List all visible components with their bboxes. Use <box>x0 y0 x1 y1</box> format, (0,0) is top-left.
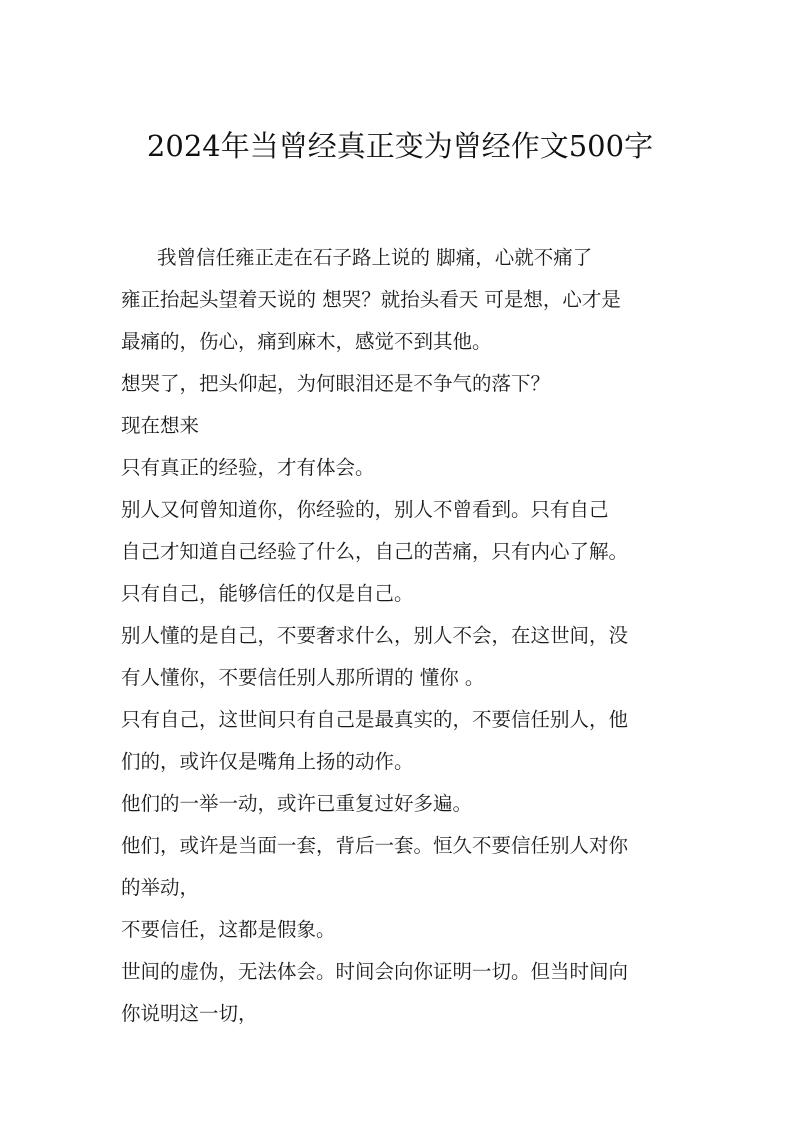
body-line: 别人懂的是自己，不要奢求什么，别人不会，在这世间，没 <box>121 624 629 647</box>
body-line: 只有自己，这世间只有自己是最真实的，不要信任别人，他 <box>121 708 629 731</box>
body-line: 自己才知道自己经验了什么，自己的苦痛，只有内心了解。 <box>121 540 629 563</box>
document-title: 2024年当曾经真正变为曾经作文500字 <box>146 129 654 163</box>
body-line: 有人懂你，不要信任别人那所谓的 懂你 。 <box>121 666 485 689</box>
body-line: 他们的一举一动，或许已重复过好多遍。 <box>121 792 473 815</box>
body-line: 最痛的，伤心，痛到麻木，感觉不到其他。 <box>121 330 492 353</box>
body-line: 雍正抬起头望着天说的 想哭？就抬头看天 可是想，心才是 <box>121 288 621 311</box>
body-line: 只有自己，能够信任的仅是自己。 <box>121 582 414 605</box>
body-line: 他们，或许是当面一套，背后一套。恒久不要信任别人对你 <box>121 834 629 857</box>
body-line: 世间的虚伪，无法体会。时间会向你证明一切。但当时间向 <box>121 960 629 983</box>
body-line: 你说明这一切， <box>121 1002 258 1025</box>
document-body <box>121 237 681 1035</box>
body-line: 我曾信任雍正走在石子路上说的 脚痛，心就不痛了 <box>157 246 593 269</box>
body-line: 想哭了，把头仰起，为何眼泪还是不争气的落下？ <box>121 372 551 395</box>
body-line: 只有真正的经验，才有体会。 <box>121 456 375 479</box>
body-line: 别人又何曾知道你，你经验的，别人不曾看到。只有自己 <box>121 498 609 521</box>
body-line: 的举动， <box>121 876 200 899</box>
body-line: 现在想来 <box>121 414 200 437</box>
body-line: 不要信任，这都是假象。 <box>121 918 336 941</box>
body-line: 们的，或许仅是嘴角上扬的动作。 <box>121 750 414 773</box>
